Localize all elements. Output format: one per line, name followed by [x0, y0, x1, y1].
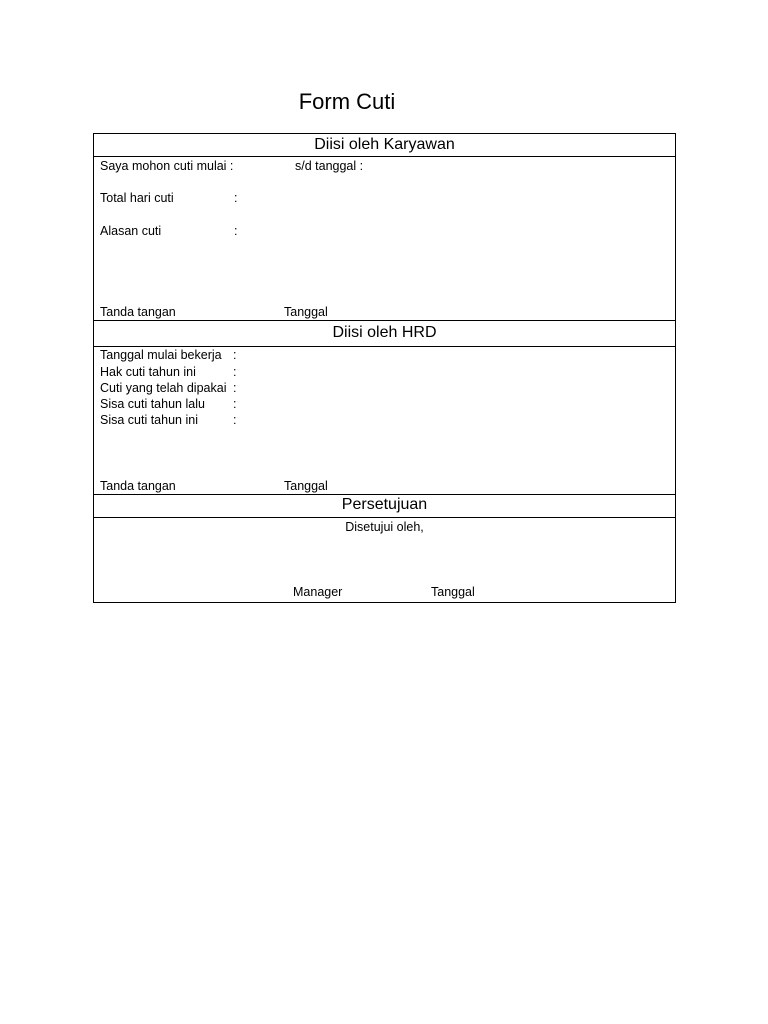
tanggal-karyawan-label: Tanggal — [284, 305, 328, 319]
form-title: Form Cuti — [298, 89, 396, 114]
hrd-row-colon: : — [233, 365, 237, 379]
hrd-row-label: Tanggal mulai bekerja — [100, 348, 222, 362]
leave-form — [93, 133, 676, 603]
disetujui-oleh-label: Disetujui oleh, — [345, 520, 424, 534]
hrd-row-colon: : — [233, 348, 237, 362]
cuti-mulai-label: Saya mohon cuti mulai : — [100, 159, 234, 173]
hrd-row-label: Cuti yang telah dipakai — [100, 381, 227, 395]
manager-label: Manager — [293, 585, 343, 599]
tanggal-hrd-label: Tanggal — [284, 479, 328, 493]
hrd-row-colon: : — [233, 397, 237, 411]
total-hari-cuti-colon: : — [234, 191, 238, 205]
alasan-cuti-label: Alasan cuti — [100, 224, 162, 238]
alasan-cuti-colon: : — [234, 224, 238, 238]
section-header-karyawan: Diisi oleh Karyawan — [314, 136, 455, 153]
section-header-persetujuan: Persetujuan — [341, 496, 428, 513]
tanda-tangan-hrd-label: Tanda tangan — [100, 479, 176, 493]
hrd-row-label: Sisa cuti tahun lalu — [100, 397, 205, 411]
hrd-row-colon: : — [233, 413, 237, 427]
divider — [94, 156, 675, 157]
total-hari-cuti-label: Total hari cuti — [100, 191, 174, 205]
tanggal-persetujuan-label: Tanggal — [431, 585, 475, 599]
tanda-tangan-karyawan-label: Tanda tangan — [100, 305, 176, 319]
sd-tanggal-label: s/d tanggal : — [295, 159, 364, 173]
hrd-row-colon: : — [233, 381, 237, 395]
hrd-row-label: Hak cuti tahun ini — [100, 365, 196, 379]
section-header-hrd: Diisi oleh HRD — [332, 324, 437, 341]
hrd-row-label: Sisa cuti tahun ini — [100, 413, 198, 427]
divider — [94, 320, 675, 321]
divider — [94, 517, 675, 518]
